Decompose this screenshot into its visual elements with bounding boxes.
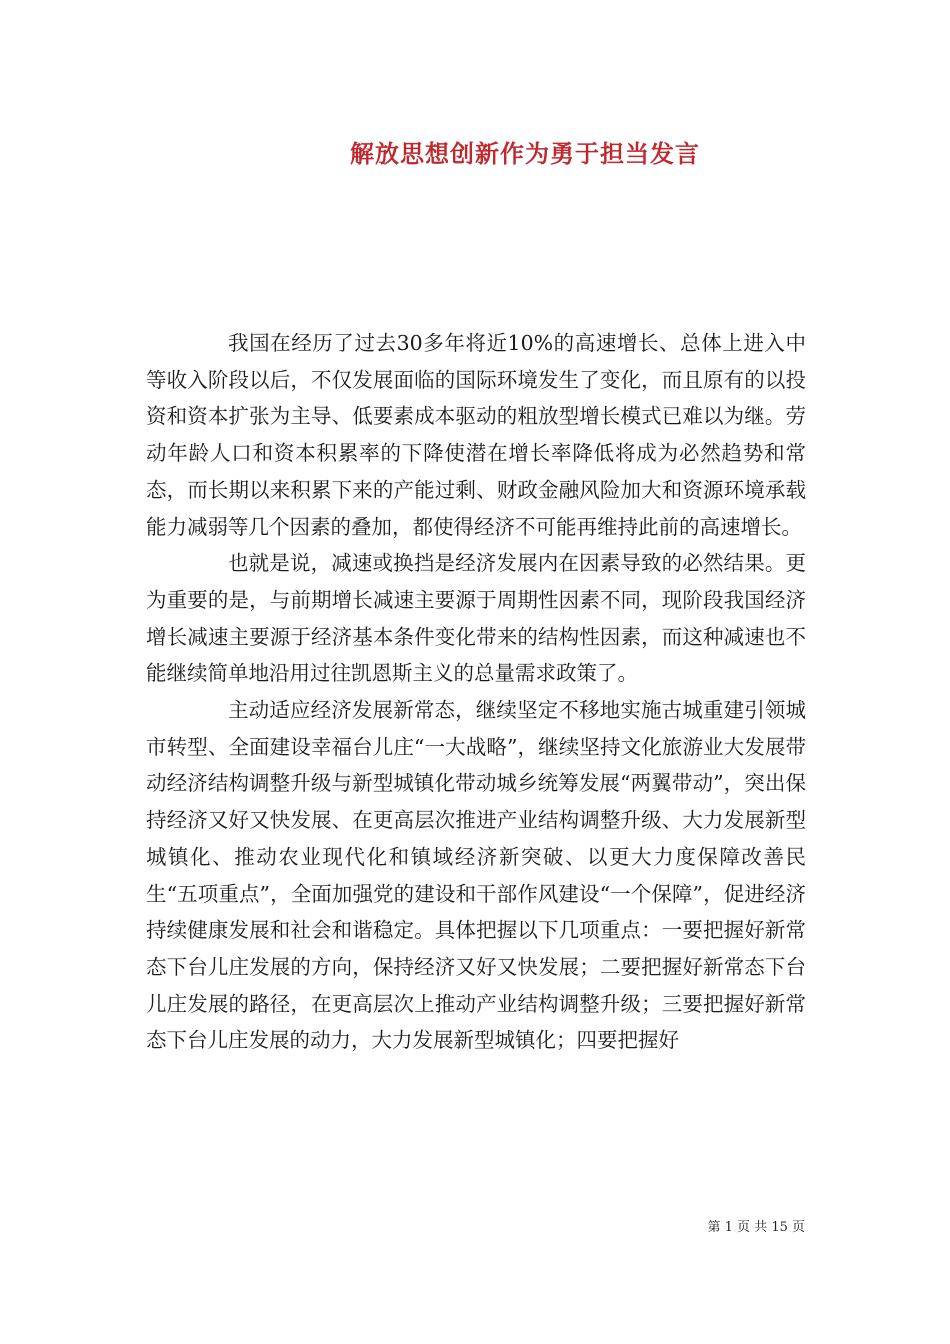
paragraph-2: 也就是说，减速或换挡是经济发展内在因素导致的必然结果。更为重要的是，与前期增长减速主要源于周期性因素不同，现阶段我国经济增长减速主要源于经济基本条件变化带来的结构性因素，而这种减速也不能继续简单地沿用过往凯恩斯主义的总量需求政策了。	[146, 551, 806, 686]
document-body	[146, 325, 806, 1059]
document-title: 解放思想创新作为勇于担当发言	[350, 139, 700, 168]
paragraph-1: 我国在经历了过去30多年将近10%的高速增长、总体上进入中等收入阶段以后，不仅发展面临的国际环境发生了变化，而且原有的以投资和资本扩张为主导、低要素成本驱动的粗放型增长模式已难以为继。劳动年龄人口和资本积累率的下降使潜在增长率降低将成为必然趋势和常态，而长期以来积累下来的产能过剩、财政金融风险加大和资源环境承载能力减弱等几个因素的叠加，都使得经济不可能再维持此前的高速增长。	[146, 331, 806, 539]
paragraph-3: 主动适应经济发展新常态，继续坚定不移地实施古城重建引领城市转型、全面建设幸福台儿庄“一大战略”，继续坚持文化旅游业大发展带动经济结构调整升级与新型城镇化带动城乡统筹发展“两翼带动”，突出保持经济又好又快发展、在更高层次推进产业结构调整升级、大力发展新型城镇化、推动农业现代化和镇域经济新突破、以更大力度保障改善民生“五项重点”，全面加强党的建设和干部作风建设“一个保障”，促进经济持续健康发展和社会和谐稳定。具体把握以下几项重点：一要把握好新常态下台儿庄发展的方向，保持经济又好又快发展；二要把握好新常态下台儿庄发展的路径，在更高层次上推动产业结构调整升级；三要把握好新常态下台儿庄发展的动力，大力发展新型城镇化；四要把握好	[146, 698, 806, 1053]
page-number-footer: 第 1 页 共 15 页	[707, 1220, 805, 1235]
